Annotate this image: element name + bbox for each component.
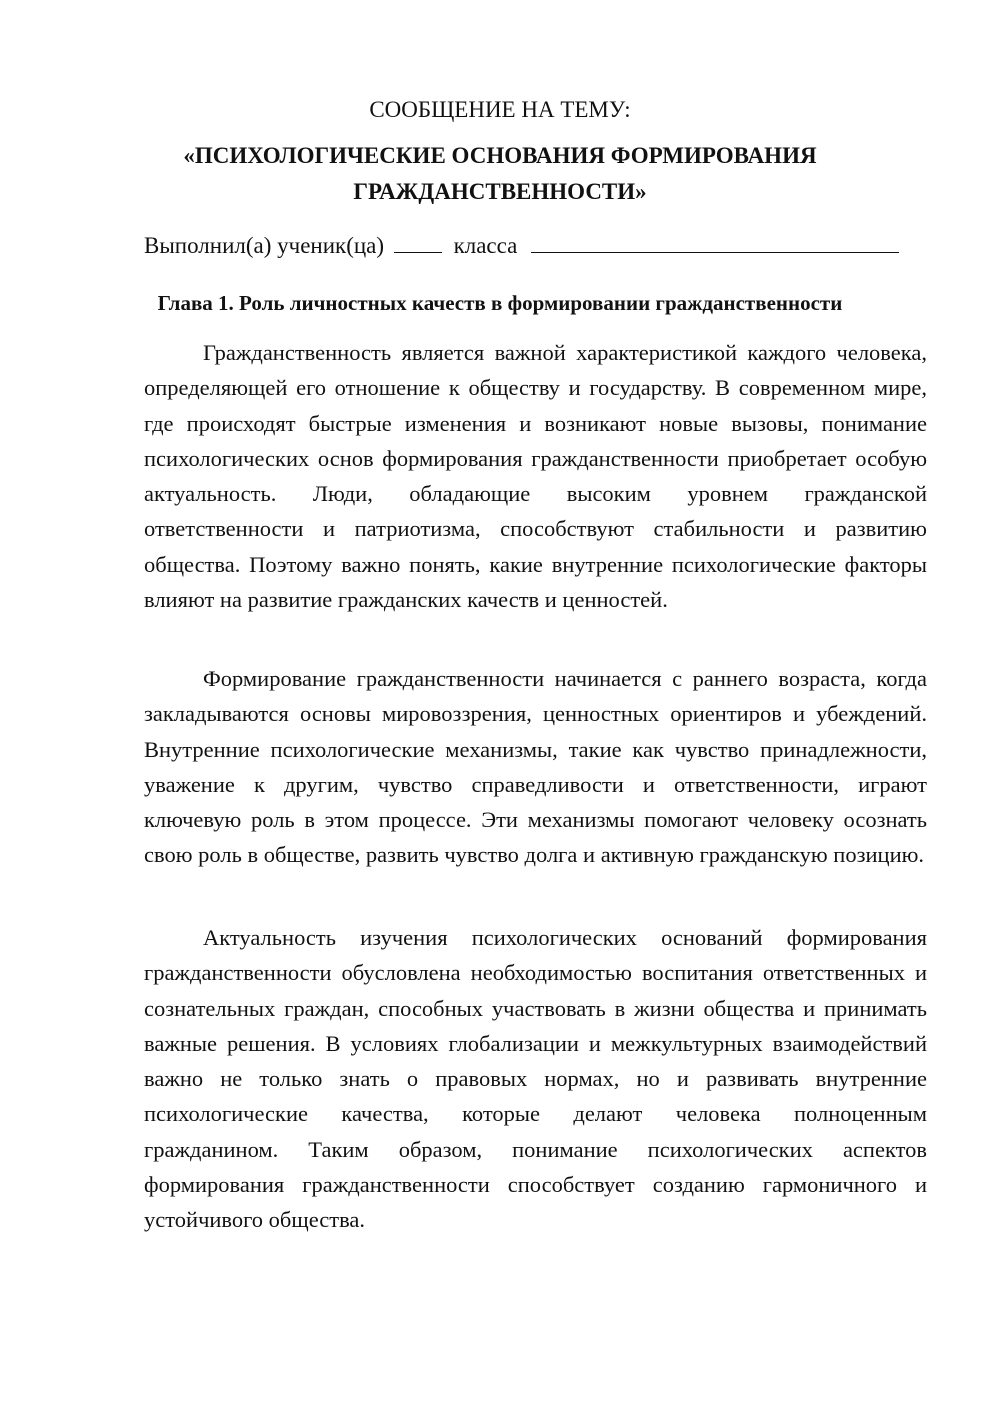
message-heading: СООБЩЕНИЕ НА ТЕМУ: [369, 97, 631, 122]
document-title [0, 138, 1000, 210]
paragraph-3: Актуальность изучения психологических оснований формирования гражданственности обусловлена необходимостью воспитания ответственных и сознательных граждан, способных участвовать в жизни общества и принимать важные решения. В условиях глобализации и межкультурных взаимодействий важно не только знать о правовых нормах, но и развивать внутренние психологические качества, которые делают человека полноценным гражданином. Таким образом, понимание психологических аспектов формирования гражданственности способствует созданию гармоничного и устойчивого общества. [144, 925, 927, 1233]
document-title-line-2: ГРАЖДАНСТВЕННОСТИ» [353, 179, 647, 204]
paragraph-2: Формирование гражданственности начинается с раннего возраста, когда закладываются основы мировоззрения, ценностных ориентиров и убеждений. Внутренние психологические механизмы, такие как чувство принадлежности, уважение к другим, чувство справедливости и ответственности, играют ключевую роль в этом процессе. Эти механизмы помогают человеку осознать свою роль в обществе, развить чувство долга и активную гражданскую позицию. [144, 666, 927, 868]
paragraph-1: Гражданственность является важной характеристикой каждого человека, определяющей его отношение к обществу и государству. В современном мире, где происходят быстрые изменения и возникают новые вызовы, понимание психологических основ формирования гражданственности приобретает особую актуальность. Люди, обладающие высоким уровнем гражданской ответственности и патриотизма, способствуют стабильности и развитию общества. Поэтому важно понять, какие внутренние психологические факторы влияют на развитие гражданских качеств и ценностей. [144, 340, 927, 613]
document-title-line-1: «ПСИХОЛОГИЧЕСКИЕ ОСНОВАНИЯ ФОРМИРОВАНИЯ [183, 143, 817, 168]
class-number-blank [394, 230, 442, 253]
chapter-title: Глава 1. Роль личностных качеств в формировании гражданственности [157, 291, 843, 315]
author-line [144, 230, 934, 262]
author-label: Выполнил(а) ученик(ца) [144, 233, 385, 258]
class-label: класса [453, 233, 518, 258]
author-name-blank [531, 230, 899, 253]
